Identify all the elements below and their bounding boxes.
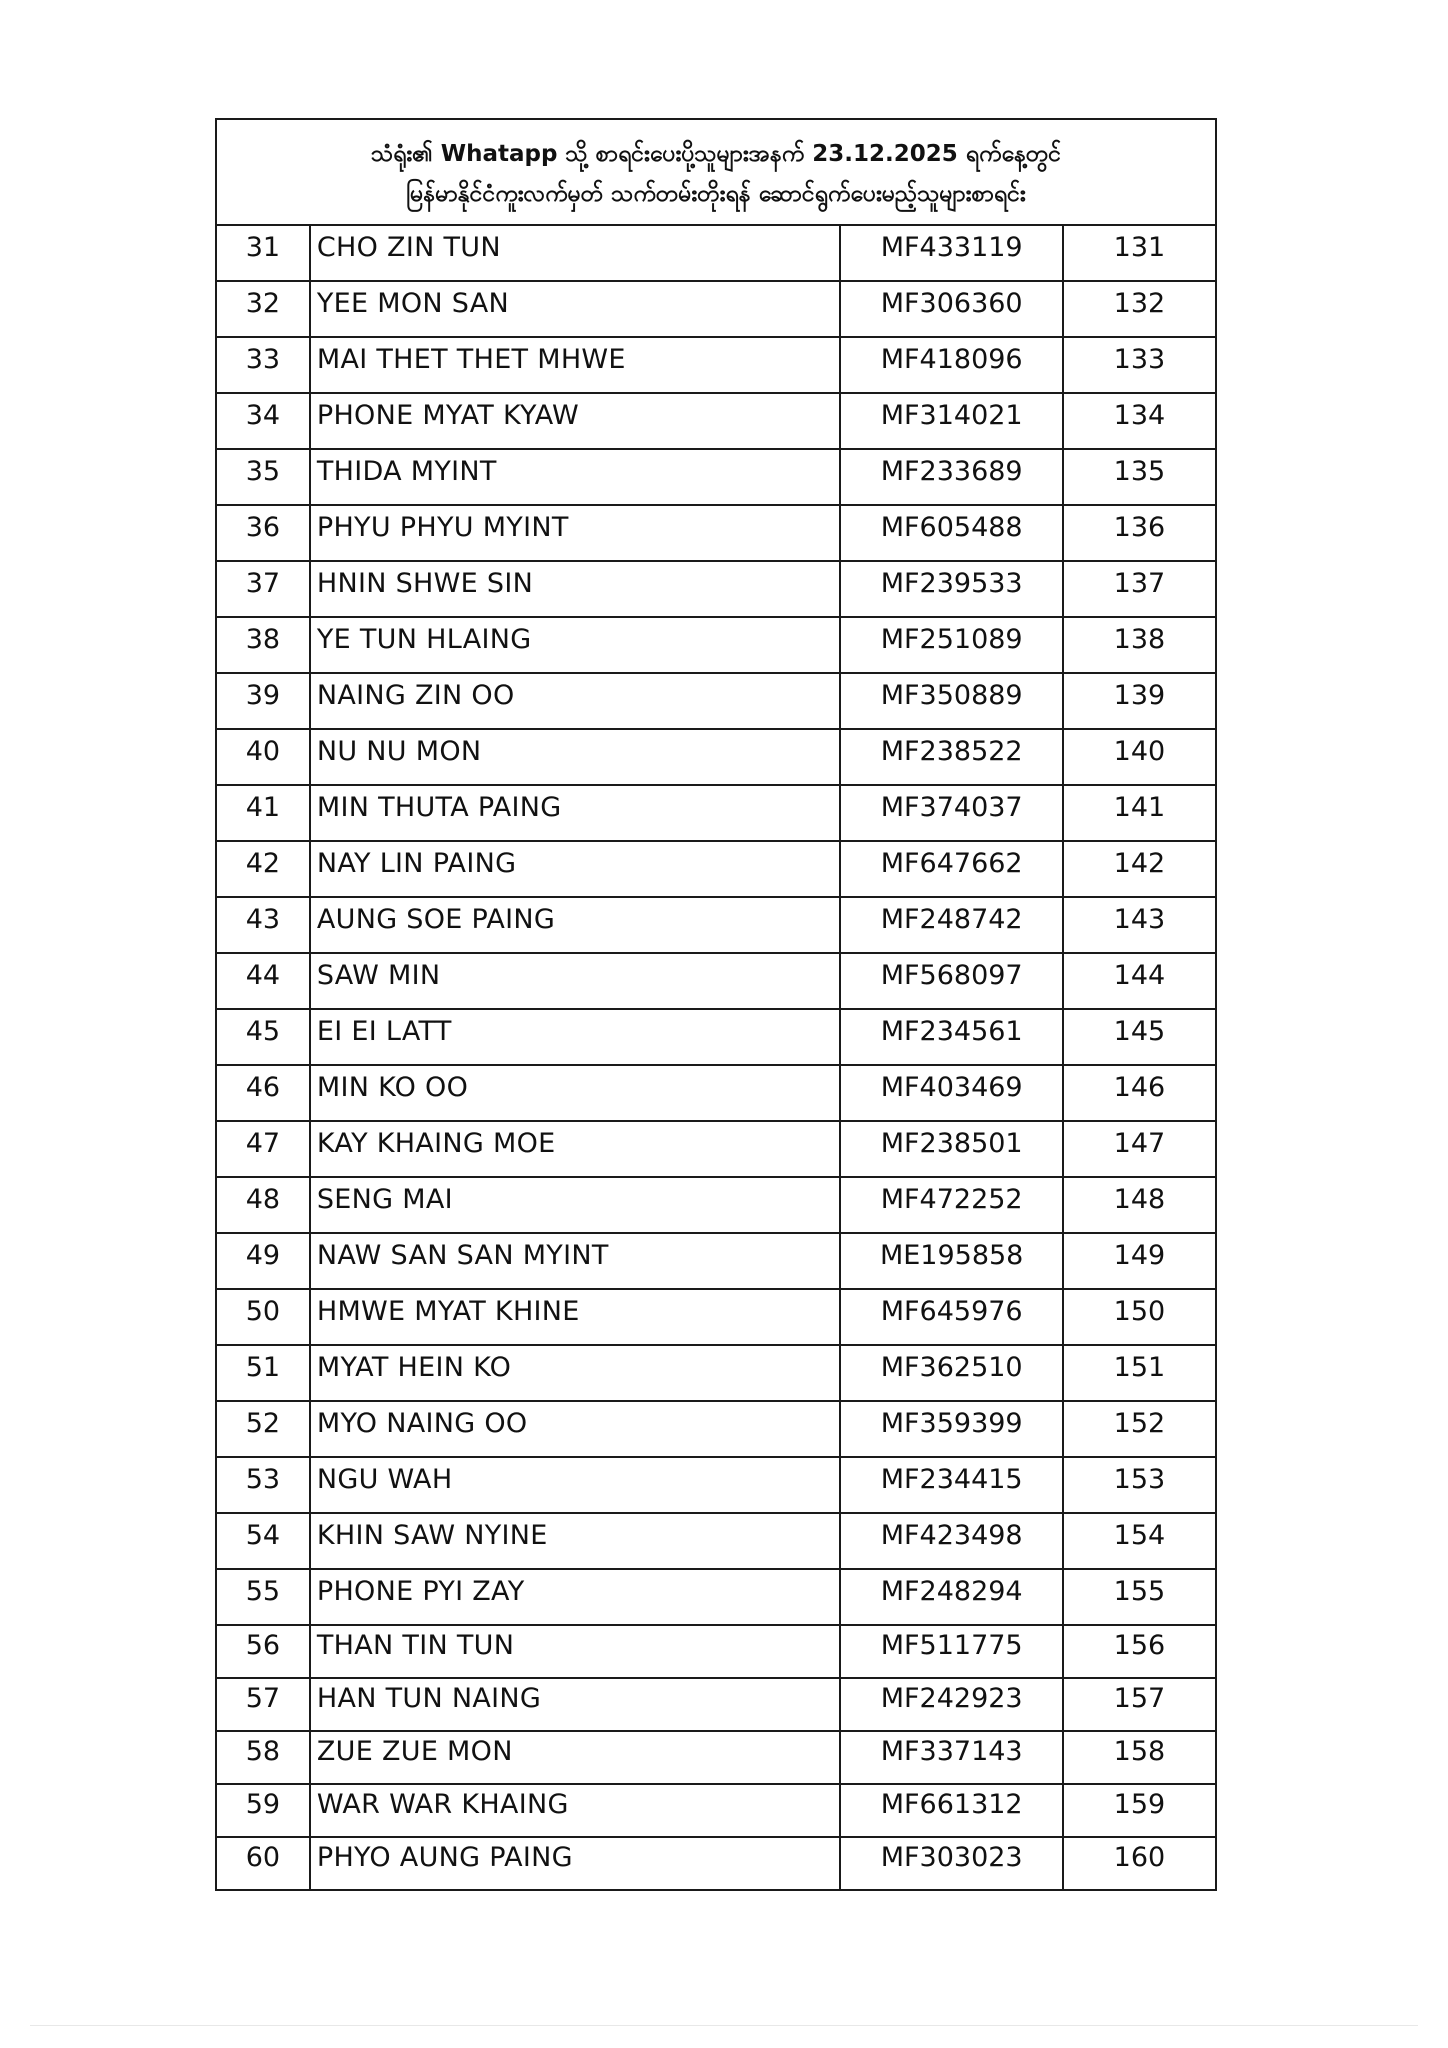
row-number-cell <box>216 561 310 617</box>
row-number: 47 <box>245 1127 281 1159</box>
applicant-name-cell <box>310 897 841 953</box>
row-number: 44 <box>245 959 281 991</box>
queue-number-cell <box>1063 841 1216 897</box>
row-number: 55 <box>245 1575 281 1607</box>
queue-number-cell <box>1063 785 1216 841</box>
row-number-cell <box>216 1513 310 1569</box>
applicant-name: ZUE ZUE MON <box>316 1736 513 1767</box>
passport-number: MF472252 <box>880 1183 1023 1215</box>
title-line-2: မြန်မာနိုင်ငံကူးလက်မှတ် သက်တမ်းတိုးရန် ဆောင်ရွက်ပေးမည့်သူများစာရင်း <box>406 181 1026 207</box>
row-number: 36 <box>245 511 281 543</box>
row-number: 49 <box>245 1239 281 1271</box>
queue-number-cell <box>1063 1233 1216 1289</box>
passport-number: MF251089 <box>880 623 1023 655</box>
row-number: 53 <box>245 1463 281 1495</box>
applicant-name-cell <box>310 337 841 393</box>
passport-number: MF568097 <box>880 959 1023 991</box>
queue-number-cell <box>1063 1121 1216 1177</box>
applicant-table <box>215 118 1217 1891</box>
queue-number-cell <box>1063 1513 1216 1569</box>
row-number-cell <box>216 1065 310 1121</box>
row-number: 54 <box>245 1519 281 1551</box>
applicant-name: HMWE MYAT KHINE <box>316 1295 580 1327</box>
applicant-name: KAY KHAING MOE <box>316 1127 556 1159</box>
passport-number: MF374037 <box>880 791 1023 823</box>
row-number-cell <box>216 1837 310 1890</box>
applicant-name-cell <box>310 1837 841 1890</box>
row-number: 32 <box>245 287 281 319</box>
applicant-name: PHYU PHYU MYINT <box>316 511 569 543</box>
queue-number-cell <box>1063 1345 1216 1401</box>
queue-number: 147 <box>1113 1127 1166 1159</box>
passport-number: MF423498 <box>880 1519 1023 1551</box>
queue-number-cell <box>1063 673 1216 729</box>
row-number: 31 <box>245 231 281 263</box>
queue-number: 136 <box>1113 511 1166 543</box>
passport-number: MF337143 <box>880 1736 1023 1767</box>
applicant-name: NAW SAN SAN MYINT <box>316 1239 609 1271</box>
queue-number: 150 <box>1113 1295 1166 1327</box>
applicant-name-cell <box>310 729 841 785</box>
queue-number: 153 <box>1113 1463 1166 1495</box>
queue-number: 143 <box>1113 903 1166 935</box>
passport-number: MF645976 <box>880 1295 1023 1327</box>
passport-number-cell <box>840 505 1062 561</box>
queue-number: 131 <box>1113 231 1166 263</box>
passport-number-cell <box>840 1784 1062 1837</box>
table-row <box>216 1233 1216 1289</box>
passport-number: MF233689 <box>880 455 1023 487</box>
applicant-name: PHYO AUNG PAING <box>316 1842 573 1873</box>
applicant-name: MYO NAING OO <box>316 1407 528 1439</box>
queue-number: 160 <box>1113 1842 1166 1873</box>
passport-number-cell <box>840 953 1062 1009</box>
passport-number-cell <box>840 1513 1062 1569</box>
table-row <box>216 1121 1216 1177</box>
passport-number: MF661312 <box>880 1789 1023 1820</box>
row-number-cell <box>216 449 310 505</box>
passport-number: MF314021 <box>880 399 1023 431</box>
queue-number-cell <box>1063 1569 1216 1625</box>
applicant-name: NAY LIN PAING <box>316 847 517 879</box>
row-number-cell <box>216 393 310 449</box>
queue-number: 158 <box>1113 1736 1166 1767</box>
applicant-name-cell <box>310 393 841 449</box>
row-number: 34 <box>245 399 281 431</box>
table-row <box>216 1177 1216 1233</box>
row-number-cell <box>216 1177 310 1233</box>
row-number: 37 <box>245 567 281 599</box>
table-row <box>216 337 1216 393</box>
row-number: 57 <box>245 1683 281 1714</box>
table-row <box>216 1065 1216 1121</box>
queue-number-cell <box>1063 449 1216 505</box>
passport-number-cell <box>840 1121 1062 1177</box>
table-row <box>216 1513 1216 1569</box>
table-row <box>216 953 1216 1009</box>
queue-number-cell <box>1063 1731 1216 1784</box>
row-number: 51 <box>245 1351 281 1383</box>
passport-number-cell <box>840 281 1062 337</box>
passport-number-cell <box>840 897 1062 953</box>
passport-number: MF359399 <box>880 1407 1023 1439</box>
passport-number-cell <box>840 1009 1062 1065</box>
queue-number-cell <box>1063 897 1216 953</box>
row-number-cell <box>216 1233 310 1289</box>
row-number-cell <box>216 1289 310 1345</box>
row-number: 43 <box>245 903 281 935</box>
row-number-cell <box>216 1345 310 1401</box>
applicant-name: HNIN SHWE SIN <box>316 567 534 599</box>
applicant-name-cell <box>310 1513 841 1569</box>
queue-number: 157 <box>1113 1683 1166 1714</box>
queue-number-cell <box>1063 1177 1216 1233</box>
queue-number-cell <box>1063 393 1216 449</box>
table-row <box>216 1401 1216 1457</box>
applicant-name: HAN TUN NAING <box>316 1683 542 1714</box>
row-number: 39 <box>245 679 281 711</box>
passport-number-cell <box>840 1457 1062 1513</box>
passport-number-cell <box>840 1177 1062 1233</box>
passport-number: MF647662 <box>880 847 1023 879</box>
queue-number: 132 <box>1113 287 1166 319</box>
queue-number-cell <box>1063 1625 1216 1678</box>
passport-number: MF306360 <box>880 287 1023 319</box>
queue-number: 159 <box>1113 1789 1166 1820</box>
applicant-name: SENG MAI <box>316 1183 453 1215</box>
queue-number-cell <box>1063 1009 1216 1065</box>
queue-number-cell <box>1063 561 1216 617</box>
queue-number-cell <box>1063 617 1216 673</box>
applicant-name-cell <box>310 1731 841 1784</box>
row-number-cell <box>216 1731 310 1784</box>
row-number: 58 <box>245 1736 281 1767</box>
table-row <box>216 1784 1216 1837</box>
passport-number-cell <box>840 1569 1062 1625</box>
passport-number-cell <box>840 393 1062 449</box>
row-number: 52 <box>245 1407 281 1439</box>
row-number-cell <box>216 897 310 953</box>
scan-edge-line <box>30 2025 1418 2026</box>
queue-number: 138 <box>1113 623 1166 655</box>
applicant-name-cell <box>310 561 841 617</box>
queue-number-cell <box>1063 729 1216 785</box>
table-row <box>216 281 1216 337</box>
queue-number: 146 <box>1113 1071 1166 1103</box>
passport-number: MF511775 <box>880 1630 1023 1661</box>
queue-number: 154 <box>1113 1519 1166 1551</box>
table-row <box>216 505 1216 561</box>
queue-number-cell <box>1063 953 1216 1009</box>
row-number: 35 <box>245 455 281 487</box>
applicant-name: YEE MON SAN <box>316 287 509 319</box>
queue-number-cell <box>1063 1784 1216 1837</box>
table-row <box>216 841 1216 897</box>
table-row <box>216 1678 1216 1731</box>
row-number-cell <box>216 729 310 785</box>
row-number-cell <box>216 617 310 673</box>
passport-number: MF605488 <box>880 511 1023 543</box>
table-row <box>216 449 1216 505</box>
table-row <box>216 225 1216 281</box>
applicant-name-cell <box>310 1678 841 1731</box>
row-number-cell <box>216 337 310 393</box>
passport-number: MF303023 <box>880 1842 1023 1873</box>
applicant-name-cell <box>310 673 841 729</box>
passport-number: ME195858 <box>879 1239 1024 1271</box>
applicant-name: AUNG SOE PAING <box>316 903 556 935</box>
applicant-name: WAR WAR KHAING <box>316 1789 569 1820</box>
applicant-name-cell <box>310 1233 841 1289</box>
row-number: 45 <box>245 1015 281 1047</box>
applicant-name-cell <box>310 1065 841 1121</box>
passport-number-cell <box>840 561 1062 617</box>
queue-number: 149 <box>1113 1239 1166 1271</box>
row-number-cell <box>216 841 310 897</box>
table-row <box>216 1289 1216 1345</box>
passport-number: MF238522 <box>880 735 1023 767</box>
applicant-name: CHO ZIN TUN <box>316 231 501 263</box>
title-line-1: သံရုံး၏ Whatapp သို့ စာရင်းပေးပို့သူများအနက် 23.12.2025 ရက်နေ့တွင် <box>370 141 1062 167</box>
passport-number-cell <box>840 785 1062 841</box>
row-number-cell <box>216 225 310 281</box>
applicant-name-cell <box>310 1009 841 1065</box>
queue-number: 140 <box>1113 735 1166 767</box>
passport-number-cell <box>840 617 1062 673</box>
queue-number-cell <box>1063 505 1216 561</box>
queue-number: 134 <box>1113 399 1166 431</box>
applicant-name: MIN THUTA PAING <box>316 791 562 823</box>
row-number-cell <box>216 1569 310 1625</box>
passport-number-cell <box>840 1065 1062 1121</box>
passport-number-cell <box>840 673 1062 729</box>
applicant-name: SAW MIN <box>316 959 441 991</box>
table-row <box>216 561 1216 617</box>
applicant-name-cell <box>310 1457 841 1513</box>
row-number-cell <box>216 1401 310 1457</box>
row-number: 46 <box>245 1071 281 1103</box>
row-number: 38 <box>245 623 281 655</box>
queue-number: 137 <box>1113 567 1166 599</box>
passport-number-cell <box>840 1625 1062 1678</box>
row-number: 40 <box>245 735 281 767</box>
passport-number: MF242923 <box>880 1683 1023 1714</box>
row-number: 41 <box>245 791 281 823</box>
row-number-cell <box>216 673 310 729</box>
applicant-name-cell <box>310 617 841 673</box>
row-number-cell <box>216 785 310 841</box>
passport-number: MF418096 <box>880 343 1023 375</box>
row-number: 59 <box>245 1789 281 1820</box>
row-number: 42 <box>245 847 281 879</box>
passport-number: MF239533 <box>880 567 1023 599</box>
passport-number: MF248294 <box>880 1575 1023 1607</box>
table-row <box>216 393 1216 449</box>
applicant-name-cell <box>310 449 841 505</box>
queue-number: 156 <box>1113 1630 1166 1661</box>
queue-number: 144 <box>1113 959 1166 991</box>
row-number-cell <box>216 281 310 337</box>
table-row <box>216 785 1216 841</box>
queue-number: 155 <box>1113 1575 1166 1607</box>
passport-number: MF248742 <box>880 903 1023 935</box>
table-row <box>216 1625 1216 1678</box>
table-row <box>216 673 1216 729</box>
table-title <box>216 119 1216 225</box>
passport-number-cell <box>840 1401 1062 1457</box>
passport-number: MF234561 <box>880 1015 1023 1047</box>
queue-number: 145 <box>1113 1015 1166 1047</box>
applicant-name: KHIN SAW NYINE <box>316 1519 548 1551</box>
row-number: 33 <box>245 343 281 375</box>
table-row <box>216 729 1216 785</box>
row-number-cell <box>216 1009 310 1065</box>
applicant-name-cell <box>310 785 841 841</box>
queue-number-cell <box>1063 1837 1216 1890</box>
applicant-name: MIN KO OO <box>316 1071 469 1103</box>
table-row <box>216 897 1216 953</box>
applicant-name-cell <box>310 1625 841 1678</box>
queue-number-cell <box>1063 1457 1216 1513</box>
passport-number-cell <box>840 1731 1062 1784</box>
queue-number-cell <box>1063 337 1216 393</box>
queue-number: 141 <box>1113 791 1166 823</box>
queue-number: 148 <box>1113 1183 1166 1215</box>
table-row <box>216 1569 1216 1625</box>
table-row <box>216 1731 1216 1784</box>
applicant-name-cell <box>310 505 841 561</box>
applicant-name: THAN TIN TUN <box>316 1630 515 1661</box>
applicant-name: THIDA MYINT <box>316 455 497 487</box>
applicant-name: PHONE PYI ZAY <box>316 1575 525 1607</box>
applicant-name: MAI THET THET MHWE <box>316 343 626 375</box>
queue-number: 151 <box>1113 1351 1166 1383</box>
queue-number-cell <box>1063 225 1216 281</box>
applicant-name: EI EI LATT <box>316 1015 452 1047</box>
passport-number-cell <box>840 1233 1062 1289</box>
table-row <box>216 1345 1216 1401</box>
applicant-name: NU NU MON <box>316 735 482 767</box>
table-row <box>216 617 1216 673</box>
applicant-name-cell <box>310 1401 841 1457</box>
applicant-name-cell <box>310 1345 841 1401</box>
passport-number: MF350889 <box>880 679 1023 711</box>
row-number-cell <box>216 953 310 1009</box>
applicant-name-cell <box>310 281 841 337</box>
applicant-name-cell <box>310 1121 841 1177</box>
passport-number: MF403469 <box>880 1071 1023 1103</box>
row-number-cell <box>216 1784 310 1837</box>
queue-number: 139 <box>1113 679 1166 711</box>
table-row <box>216 1457 1216 1513</box>
applicant-name-cell <box>310 1289 841 1345</box>
passport-number-cell <box>840 1837 1062 1890</box>
row-number: 50 <box>245 1295 281 1327</box>
row-number-cell <box>216 505 310 561</box>
queue-number-cell <box>1063 281 1216 337</box>
row-number-cell <box>216 1678 310 1731</box>
row-number: 48 <box>245 1183 281 1215</box>
applicant-name-cell <box>310 225 841 281</box>
table-title-row <box>216 119 1216 225</box>
applicant-name: NGU WAH <box>316 1463 453 1495</box>
passport-number: MF238501 <box>880 1127 1023 1159</box>
passport-number-cell <box>840 1678 1062 1731</box>
table-row <box>216 1009 1216 1065</box>
passport-number-cell <box>840 225 1062 281</box>
queue-number-cell <box>1063 1401 1216 1457</box>
applicant-name: MYAT HEIN KO <box>316 1351 512 1383</box>
row-number-cell <box>216 1121 310 1177</box>
passport-number-cell <box>840 1289 1062 1345</box>
applicant-name-cell <box>310 1784 841 1837</box>
queue-number: 135 <box>1113 455 1166 487</box>
row-number: 60 <box>245 1842 281 1873</box>
row-number-cell <box>216 1457 310 1513</box>
passport-renewal-list <box>215 118 1217 1891</box>
queue-number: 152 <box>1113 1407 1166 1439</box>
applicant-name-cell <box>310 841 841 897</box>
queue-number: 142 <box>1113 847 1166 879</box>
passport-number: MF433119 <box>880 231 1023 263</box>
passport-number-cell <box>840 1345 1062 1401</box>
queue-number-cell <box>1063 1678 1216 1731</box>
passport-number: MF362510 <box>880 1351 1023 1383</box>
passport-number-cell <box>840 337 1062 393</box>
applicant-name-cell <box>310 1177 841 1233</box>
queue-number: 133 <box>1113 343 1166 375</box>
applicant-name: PHONE MYAT KYAW <box>316 399 580 431</box>
queue-number-cell <box>1063 1289 1216 1345</box>
passport-number-cell <box>840 841 1062 897</box>
table-row <box>216 1837 1216 1890</box>
row-number: 56 <box>245 1630 281 1661</box>
applicant-name: YE TUN HLAING <box>316 623 532 655</box>
passport-number-cell <box>840 729 1062 785</box>
applicant-name: NAING ZIN OO <box>316 679 515 711</box>
applicant-name-cell <box>310 1569 841 1625</box>
applicant-name-cell <box>310 953 841 1009</box>
queue-number-cell <box>1063 1065 1216 1121</box>
row-number-cell <box>216 1625 310 1678</box>
passport-number: MF234415 <box>880 1463 1023 1495</box>
passport-number-cell <box>840 449 1062 505</box>
